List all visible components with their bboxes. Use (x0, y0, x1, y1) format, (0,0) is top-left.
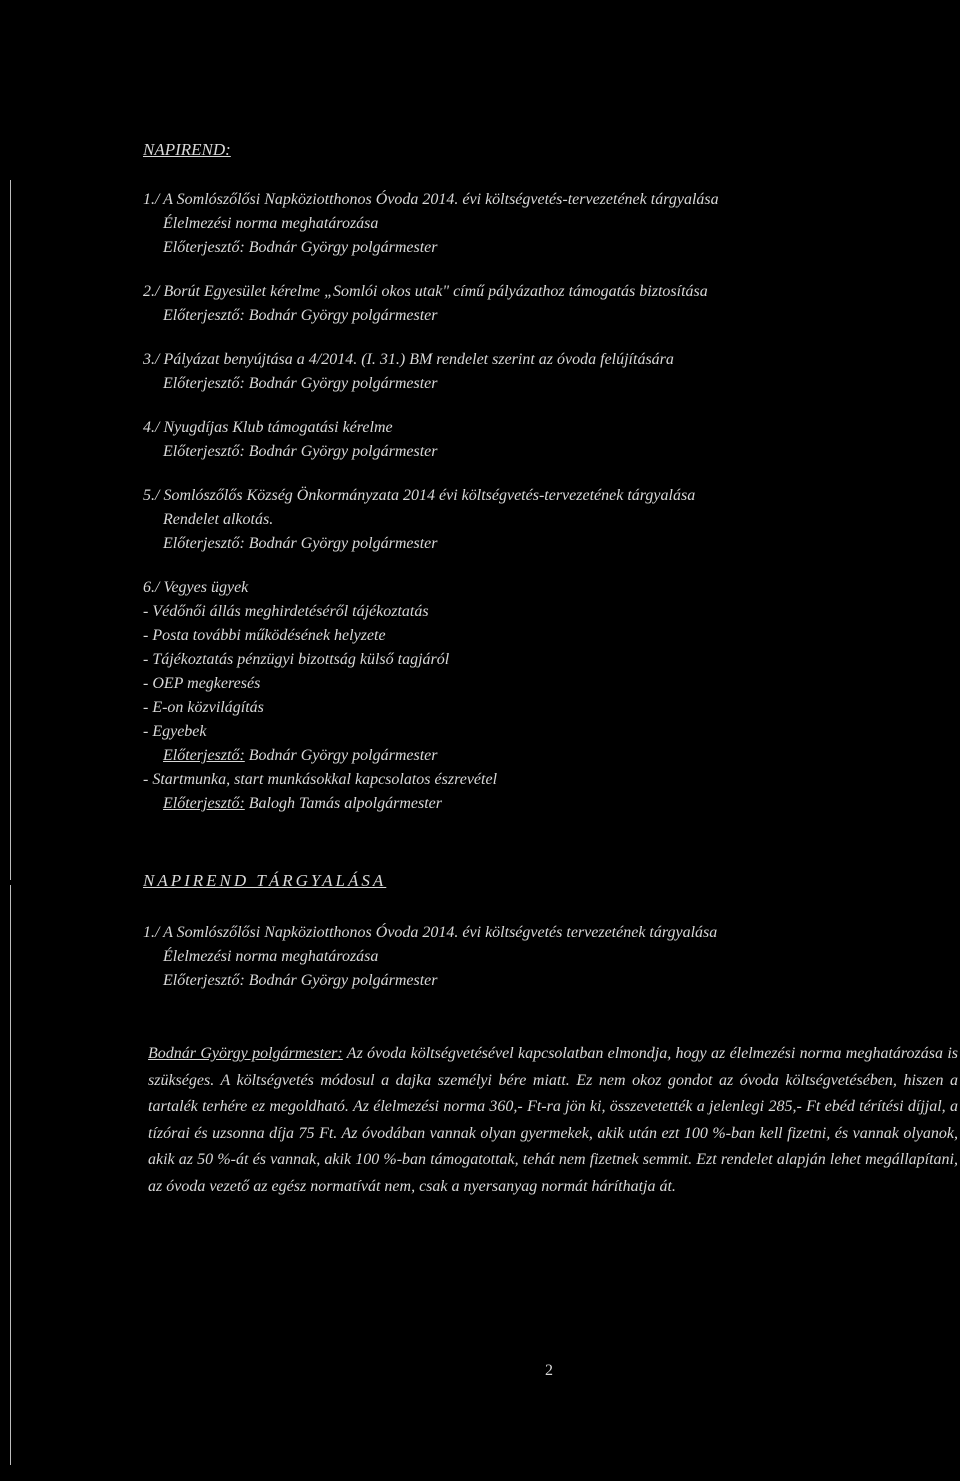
agenda-item-presenter: Előterjesztő: Bodnár György polgármester (163, 307, 438, 324)
document-body (143, 140, 959, 1200)
agenda-item-presenter (143, 744, 955, 768)
section-item-title: 1./ A Somlószőlősi Napköziotthonos Óvoda 2014. évi költségvetés tervezetének tárgyalása (143, 924, 718, 941)
list-item: - Startmunka, start munkásokkal kapcsolatos észrevétel (143, 771, 498, 788)
agenda-item-5 (143, 484, 955, 556)
list-item: - Védőnői állás meghirdetéséről tájékoztatás (143, 603, 429, 620)
list-item: - OEP megkeresés (143, 675, 261, 692)
agenda-item-1 (143, 188, 955, 260)
page-number: 2 (545, 1362, 553, 1379)
agenda-item-6 (143, 576, 955, 816)
presenter-label: Előterjesztő: (163, 747, 245, 764)
agenda-item-presenter: Előterjesztő: Bodnár György polgármester (163, 239, 438, 256)
speaker-name: Bodnár György polgármester: (148, 1045, 343, 1062)
agenda-item-4 (143, 416, 955, 464)
agenda-item-title: 3./ Pályázat benyújtása a 4/2014. (I. 31.) BM rendelet szerint az óvoda felújítására (143, 351, 674, 368)
agenda-item-presenter: Előterjesztő: Bodnár György polgármester (163, 375, 438, 392)
margin-rule (10, 180, 11, 880)
list-item: - E-on közvilágítás (143, 699, 264, 716)
discussion-paragraph (148, 1041, 958, 1200)
agenda-item-subtitle: Élelmezési norma meghatározása (163, 215, 379, 232)
paragraph-text: Az óvoda költségvetésével kapcsolatban elmondja, hogy az élelmezési norma meghatározása is szükséges. A költségvetés módosul a dajka személyi bére miatt. Ez nem okoz gondot az óvoda költségvetésében, hiszen a tartalék terhére ez megoldható. Az élelmezési norma 360,- Ft-ra jön ki, összevetették a jelenlegi 285,- Ft ebéd térítési díjjal, a tízórai és uzsonna díja 75 Ft. Az óvodában vannak olyan gyermekek, akik után ezt 100 %-ban kell fizetni, és vannak olyanok, akik az 50 %-át és vannak, akik 100 %-ban támogatottak, tehát nem fizetnek semmit. Ezt rendelet alapján lehet megállapítani, az óvoda vezető az egész normatívát nem, csak a nyersanyag normát háríthatja át. (148, 1045, 959, 1195)
agenda-item-title: 6./ Vegyes ügyek (143, 579, 249, 596)
presenter-label: Előterjesztő: (163, 795, 245, 812)
section-item-subtitle: Élelmezési norma meghatározása (163, 948, 379, 965)
agenda-item-subtitle: Rendelet alkotás. (163, 511, 274, 528)
agenda-item-3 (143, 348, 955, 396)
agenda-heading: NAPIREND: (143, 140, 231, 159)
agenda-item-presenter: Előterjesztő: Bodnár György polgármester (163, 535, 438, 552)
section-heading: NAPIREND TÁRGYALÁSA (143, 871, 387, 890)
list-item: - Egyebek (143, 723, 207, 740)
agenda-item-title: 2./ Borút Egyesület kérelme „Somlói okos utak" című pályázathoz támogatás biztosítása (143, 283, 708, 300)
agenda-item-presenter (143, 792, 955, 816)
agenda-item-presenter: Előterjesztő: Bodnár György polgármester (163, 443, 438, 460)
presenter-name: Bodnár György polgármester (244, 747, 438, 764)
agenda-item-title: 4./ Nyugdíjas Klub támogatási kérelme (143, 419, 393, 436)
agenda-item-title: 1./ A Somlószőlősi Napköziotthonos Óvoda 2014. évi költségvetés-tervezetének tárgyalása (143, 191, 719, 208)
presenter-name: Balogh Tamás alpolgármester (244, 795, 442, 812)
list-item: - Tájékoztatás pénzügyi bizottság külső tagjáról (143, 651, 450, 668)
section-item-presenter: Előterjesztő: Bodnár György polgármester (163, 972, 438, 989)
section-item-1 (143, 921, 955, 993)
list-item: - Posta további működésének helyzete (143, 627, 386, 644)
margin-rule (10, 885, 11, 1465)
agenda-item-2 (143, 280, 955, 328)
agenda-item-title: 5./ Somlószőlős Község Önkormányzata 2014 évi költségvetés-tervezetének tárgyalása (143, 487, 696, 504)
